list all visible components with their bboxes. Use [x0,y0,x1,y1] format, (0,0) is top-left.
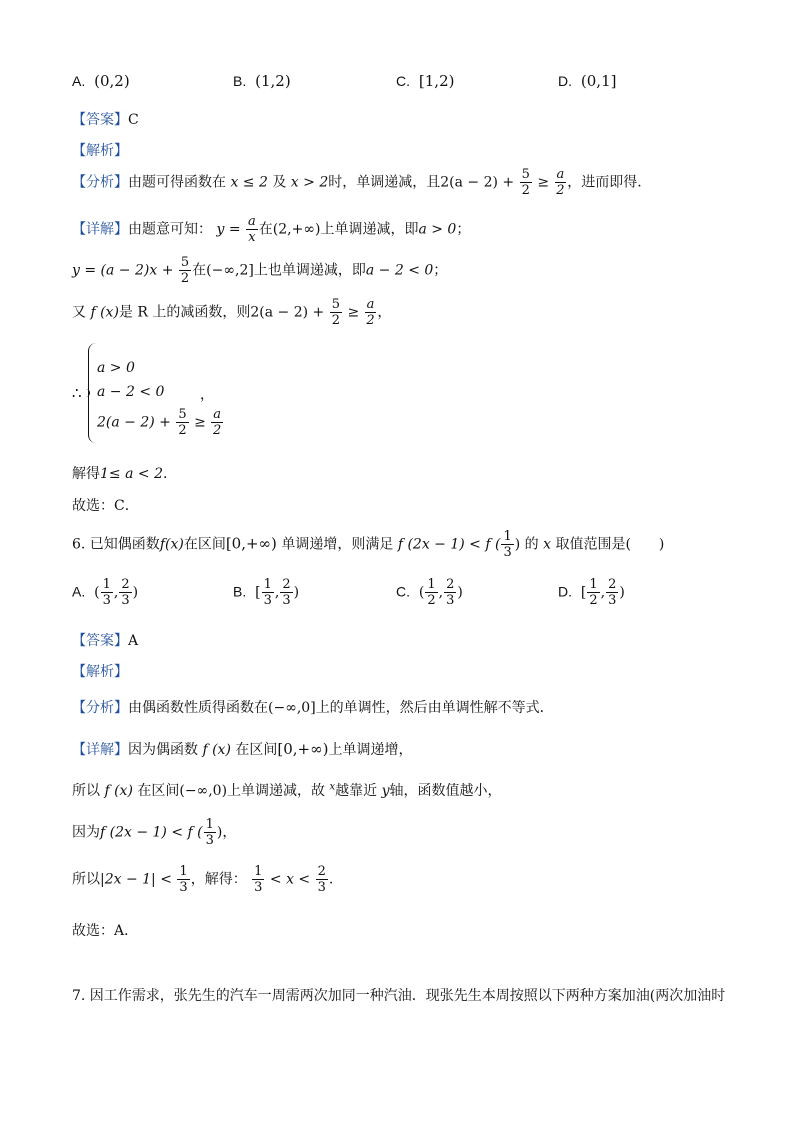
option-label: B. [233,73,247,89]
math-expression: 2(a − 2) + [440,174,515,191]
q6-option-d: D. [ $\frac{1}{2}$ , $\frac{2}{3}$ ) [558,577,625,608]
solution-text: 上单调递减，故 [227,783,326,799]
math-interval: [0,+∞) [277,740,329,758]
option-fraction: $\frac{1}{3}$ [102,577,111,608]
math-function: f (x) [90,304,119,321]
fraction-5-over-2: $\frac{5}{2}$ [521,167,530,198]
solution-text: 所以 [72,783,100,799]
option-fraction: $\frac{2}{3}$ [446,577,455,608]
option-bracket: ) [293,584,300,601]
therefore-symbol: ∴ [72,384,82,402]
math-expression: |2x − 1| < [100,871,172,888]
math-operator: ≥ [194,414,206,431]
solution-text: 在 [258,221,273,238]
fraction-1-over-3: $\frac{1}{3}$ [254,864,263,895]
fraction-a-over-2: $\frac{a}{2}$ [366,297,375,328]
q6-choose-line: 故选：A． [72,923,139,939]
solution-text: ，解得： [190,871,247,888]
math-operator: ≥ [537,174,550,191]
q6-option-b: B. [ $\frac{1}{3}$ , $\frac{2}{3}$ ) [233,577,300,608]
math-paren: ) [514,536,521,553]
answer-tag: 【答案】 [72,633,128,649]
q6-analysis-tag: 【解析】 [72,664,128,680]
fenxi-text: ，进而即得. [567,174,642,191]
system-line-1: a > 0 [97,360,135,376]
fraction-1-over-3: $\frac{1}{3}$ [179,864,188,895]
option-bracket: ( [418,584,425,601]
solution-text: 又 [72,304,86,321]
fraction-5-over-2: $\frac{5}{2}$ [331,297,340,328]
system-line-3 [97,408,224,437]
q6-xiangjie-line-4 [72,865,333,894]
q5-choose-line: 故选：C． [72,498,139,514]
solution-text: ； [433,262,448,279]
answer-value: A [128,633,139,649]
solution-text: 在 [192,262,207,279]
math-expression: f (2x − 1) < f ( [397,536,501,553]
option-fraction: $\frac{2}{3}$ [121,577,130,608]
solution-text: 在区间 [235,742,278,758]
math-condition: x ≤ 2 [230,174,268,191]
fraction-a-over-x: $\frac{a}{x}$ [248,214,256,245]
math-function: f (x) [202,742,231,758]
math-variable: x [329,781,336,793]
fenxi-text: 由题可得函数在 [128,174,226,191]
fenxi-tag: 【分析】 [72,700,128,716]
math-expression: 2(a − 2) + [250,304,325,321]
q5-solve-line [72,463,167,483]
solution-text: 上单调递减，即 [320,221,419,238]
answer-tag: 【答案】 [72,112,128,128]
option-label: A. [72,73,86,89]
q6-option-a: A. ( $\frac{1}{3}$ , $\frac{2}{3}$ ) [72,577,139,608]
system-line-2: a − 2 < 0 [97,384,165,400]
fraction-5-over-2: $\frac{5}{2}$ [180,255,190,286]
stem-text: 6. 已知偶函数 [72,536,160,553]
option-bracket: [ [255,584,261,601]
math-expression: y = [216,221,241,238]
q5-analysis-tag: 【解析】 [72,143,128,159]
option-fraction: $\frac{2}{3}$ [282,577,291,608]
solution-text: 上也单调递减，即 [253,262,366,279]
math-interval: (2,+∞) [272,221,321,238]
fraction-5-over-2: $\frac{5}{2}$ [178,407,187,438]
solution-text: 因为偶函数 [128,742,198,758]
fraction-1-over-3: $\frac{1}{3}$ [503,529,512,560]
solution-text: 所以 [72,871,100,888]
solution-text: 是 R 上的减函数，则 [118,304,251,321]
option-bracket: ( [94,584,100,601]
solution-text: 由题意可知： [128,221,212,238]
math-expression: y = (a − 2)x + [72,262,174,279]
solution-text: ， [377,304,392,321]
option-fraction: $\frac{2}{3}$ [608,577,617,608]
option-value: (0,2) [94,72,130,90]
fenxi-text: 时，单调递减，且 [328,174,441,191]
q6-stem [72,530,664,559]
math-variable: x [543,536,552,553]
solution-text: 因为 [72,824,100,841]
option-value: [1,2) [418,72,455,90]
option-bracket: ) [132,584,139,601]
math-operator: ≥ [347,304,360,321]
q6-answer-line [72,630,138,650]
solution-text: 上单调递增， [328,742,413,758]
math-variable: y [381,783,390,799]
xiangjie-tag: 【详解】 [72,221,128,238]
q5-answer-line [72,109,139,129]
math-interval: (−∞,0) [179,783,228,799]
solution-text: 越靠近 [335,783,378,799]
math-inequality: < x < [269,871,311,888]
fenxi-tag: 【分析】 [72,174,128,191]
solution-text: . [162,466,168,482]
answer-value: C [128,112,139,128]
q5-xiangjie-line-3 [72,298,391,327]
q5-option-c [396,72,454,90]
math-interval: [0,+∞) [225,534,277,553]
fraction-a-over-2: $\frac{a}{2}$ [213,407,222,438]
q5-fenxi-line [72,168,642,197]
solution-text: ； [456,221,471,238]
stem-text: 取值范围是( ) [555,536,665,553]
stem-text: 的 [524,536,539,553]
q7-stem: 7. 因工作需求，张先生的汽车一周需两次加同一种汽油．现张先生本周按照以下两种方案加油(两次加油时 [72,988,726,1004]
option-bracket: ) [619,584,625,601]
math-function: f(x) [159,536,184,553]
option-value: (1,2) [255,72,291,90]
solution-text: 解得 [72,466,100,482]
q6-xiangjie-line-3 [72,818,236,847]
math-condition: a > 0 [418,221,457,238]
fenxi-text: 上的单调性，然后由单调性解不等式． [315,700,554,716]
stem-text: 单调递增，则满足 [276,536,394,553]
q6-fenxi-line [72,697,554,717]
system-brace-tip [82,389,90,397]
xiangjie-tag: 【详解】 [72,742,128,758]
option-label: C. [396,73,410,89]
math-function: f (x) [104,783,133,799]
solution-text: 轴，函数值越小， [389,783,502,799]
option-label: A. [72,583,86,600]
option-label: D. [558,583,572,600]
q6-xiangjie-line-1 [72,739,412,759]
q5-xiangjie-line-2 [72,256,447,285]
q6-option-c: C. ( $\frac{1}{2}$ , $\frac{2}{3}$ ) [396,577,463,608]
math-condition: x > 2 [290,174,329,191]
math-condition: a − 2 < 0 [365,262,434,279]
math-expression: f (2x − 1) < f ( [100,824,203,841]
fraction-a-over-2: $\frac{a}{2}$ [556,167,565,198]
solution-text: 在区间 [137,783,180,799]
q5-xiangjie-line-1 [72,215,470,244]
math-result: 1≤ a < 2 [100,466,163,482]
stem-text: 在区间 [183,536,226,553]
option-label: B. [233,583,247,600]
option-fraction: $\frac{1}{3}$ [263,577,272,608]
option-fraction: $\frac{1}{2}$ [427,577,436,608]
option-label: C. [396,583,410,600]
option-value: (0,1] [580,72,617,90]
option-bracket: [ [580,584,587,601]
fraction-2-over-3: $\frac{2}{3}$ [317,864,326,895]
math-paren: )， [216,824,237,841]
system-comma: ， [200,387,214,403]
q5-option-a [72,72,130,90]
option-label: D. [558,73,572,89]
fraction-1-over-3: $\frac{1}{3}$ [205,817,214,848]
math-interval: (−∞,0] [268,700,316,716]
option-fraction: $\frac{1}{2}$ [589,577,598,608]
option-bracket: ) [457,584,463,601]
math-expression: 2(a − 2) + [97,414,171,431]
fenxi-text: 由偶函数性质得函数在 [128,700,268,716]
q6-xiangjie-line-2 [72,780,502,800]
q5-option-b [233,72,291,90]
q5-option-d [558,72,616,90]
solution-text: . [328,871,334,888]
fenxi-text: 及 [272,174,287,191]
math-interval: (−∞,2] [206,262,254,279]
